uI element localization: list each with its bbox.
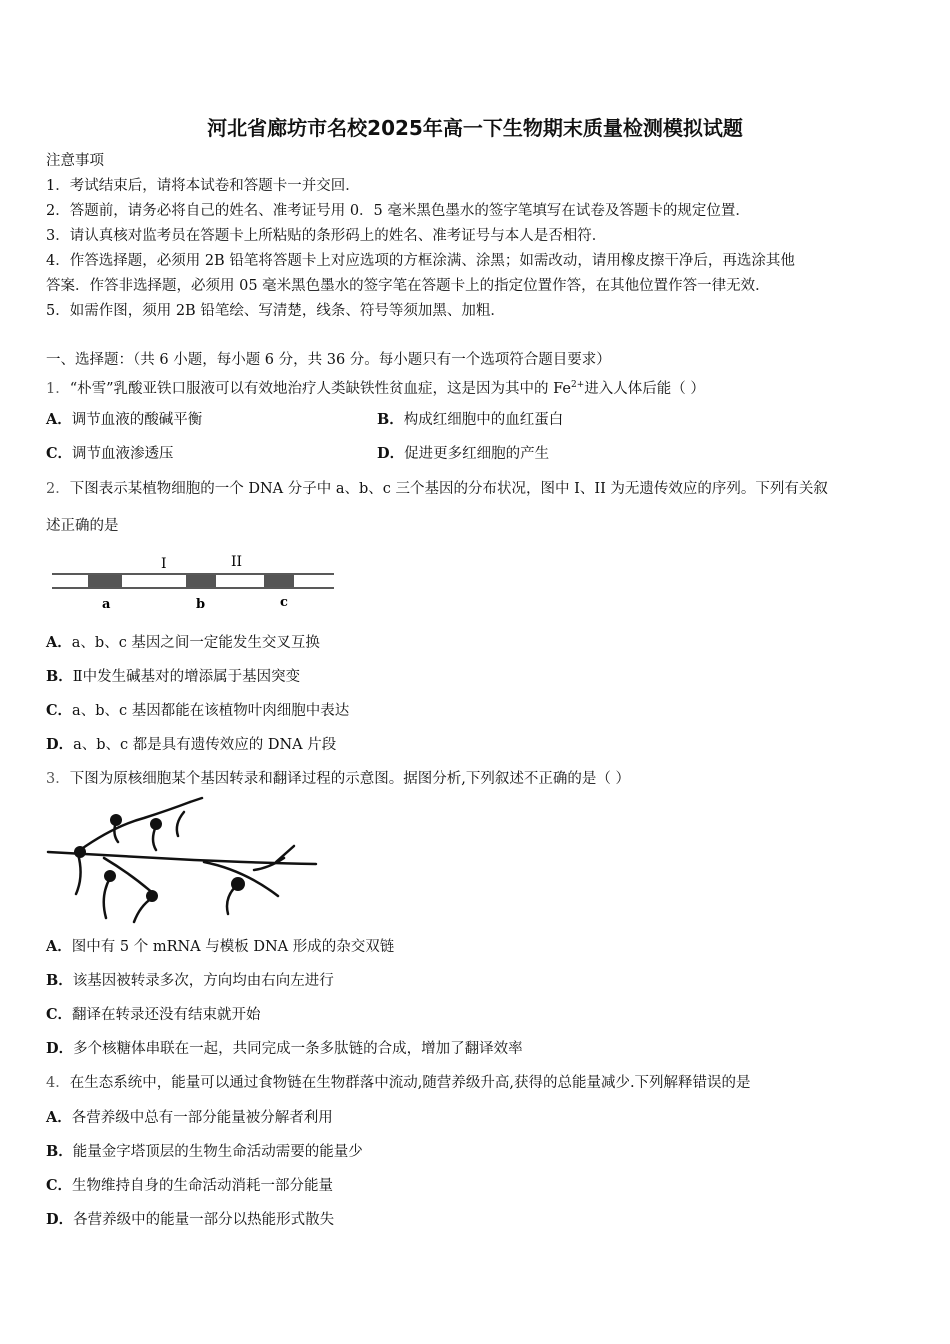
ribosome xyxy=(110,814,122,826)
option-d: D．多个核糖体串联在一起，共同完成一条多肽链的合成，增加了翻译效率 xyxy=(46,1040,523,1057)
option-c: C．生物维持自身的生命活动消耗一部分能量 xyxy=(46,1177,334,1194)
ribosome xyxy=(146,890,158,902)
option-d: D．促进更多红细胞的产生 xyxy=(377,445,550,462)
ribosome xyxy=(150,818,162,830)
question-text: 进入人体后能（ ） xyxy=(584,380,705,397)
notice-heading: 注意事项 xyxy=(46,153,104,169)
option-c: C．翻译在转录还没有结束就开始 xyxy=(46,1006,261,1023)
gene-b-segment xyxy=(186,575,216,587)
gene-c-segment xyxy=(264,575,294,587)
option-b: B．构成红细胞中的血红蛋白 xyxy=(377,411,564,428)
option-a: A．调节血液的酸碱平衡 xyxy=(46,411,203,428)
label-II: II xyxy=(231,554,243,570)
question-2-cont: 述正确的是 xyxy=(46,518,119,534)
superscript: 2+ xyxy=(571,380,585,390)
ribosome xyxy=(104,870,116,882)
option-d: D．a、b、c 都是具有遗传效应的 DNA 片段 xyxy=(46,736,337,753)
section-heading: 一、选择题：（共 6 小题，每小题 6 分，共 36 分。每小题只有一个选项符合题目要求） xyxy=(46,352,611,368)
ribosome xyxy=(74,846,86,858)
option-b: B．Ⅱ中发生碱基对的增添属于基因突变 xyxy=(46,668,301,685)
label-a: a xyxy=(102,597,111,612)
label-b: b xyxy=(196,597,206,612)
question-2: 2．下图表示某植物细胞的一个 DNA 分子中 a、b、c 三个基因的分布状况，图中 I、II 为无遗传效应的序列。下列有关叙 xyxy=(46,481,828,497)
label-c: c xyxy=(280,595,288,610)
ribosome xyxy=(231,877,245,891)
gene-a-segment xyxy=(88,575,122,587)
question-3: 3．下图为原核细胞某个基因转录和翻译过程的示意图。据图分析,下列叙述不正确的是（ ） xyxy=(46,771,630,787)
notice-item: 4．作答选择题，必须用 2B 铅笔将答题卡上对应选项的方框涂满、涂黑；如需改动，请用橡皮擦干净后，再选涂其他 xyxy=(46,253,795,269)
notice-item: 2．答题前，请务必将自己的姓名、准考证号用 0．5 毫米黑色墨水的签字笔填写在试卷及答题卡的规定位置． xyxy=(46,203,750,219)
notice-item: 答案．作答非选择题，必须用 05 毫米黑色墨水的签字笔在答题卡上的指定位置作答，在其他位置作答一律无效． xyxy=(46,278,770,294)
question-1 xyxy=(46,375,705,399)
option-d: D．各营养级中的能量一部分以热能形式散失 xyxy=(46,1211,335,1228)
option-a: A．各营养级中总有一部分能量被分解者利用 xyxy=(46,1109,333,1126)
transcription-translation-diagram xyxy=(44,796,324,926)
option-b: B．该基因被转录多次，方向均由右向左进行 xyxy=(46,972,334,989)
option-a: A．图中有 5 个 mRNA 与模板 DNA 形成的杂交双链 xyxy=(46,938,395,955)
dna-gene-diagram xyxy=(48,548,338,618)
option-b: B．能量金字塔顶层的生物生命活动需要的能量少 xyxy=(46,1143,363,1160)
page-title: 河北省廊坊市名校2025年高一下生物期末质量检测模拟试题 xyxy=(207,116,743,140)
option-a: A．a、b、c 基因之间一定能发生交叉互换 xyxy=(46,634,320,651)
notice-item: 1．考试结束后，请将本试卷和答题卡一并交回． xyxy=(46,178,360,194)
notice-item: 5．如需作图，须用 2B 铅笔绘、写清楚，线条、符号等须加黑、加粗． xyxy=(46,303,505,319)
label-I: I xyxy=(161,556,167,572)
question-number: 1． xyxy=(46,380,70,397)
question-4: 4．在生态系统中，能量可以通过食物链在生物群落中流动,随营养级升高,获得的总能量减少.下列解释错误的是 xyxy=(46,1075,751,1091)
question-text: “朴雪”乳酸亚铁口服液可以有效地治疗人类缺铁性贫血症，这是因为其中的 Fe xyxy=(69,380,572,397)
option-c: C．a、b、c 基因都能在该植物叶肉细胞中表达 xyxy=(46,702,350,719)
option-c: C．调节血液渗透压 xyxy=(46,445,174,462)
notice-item: 3．请认真核对监考员在答题卡上所粘贴的条形码上的姓名、准考证号与本人是否相符． xyxy=(46,228,607,244)
